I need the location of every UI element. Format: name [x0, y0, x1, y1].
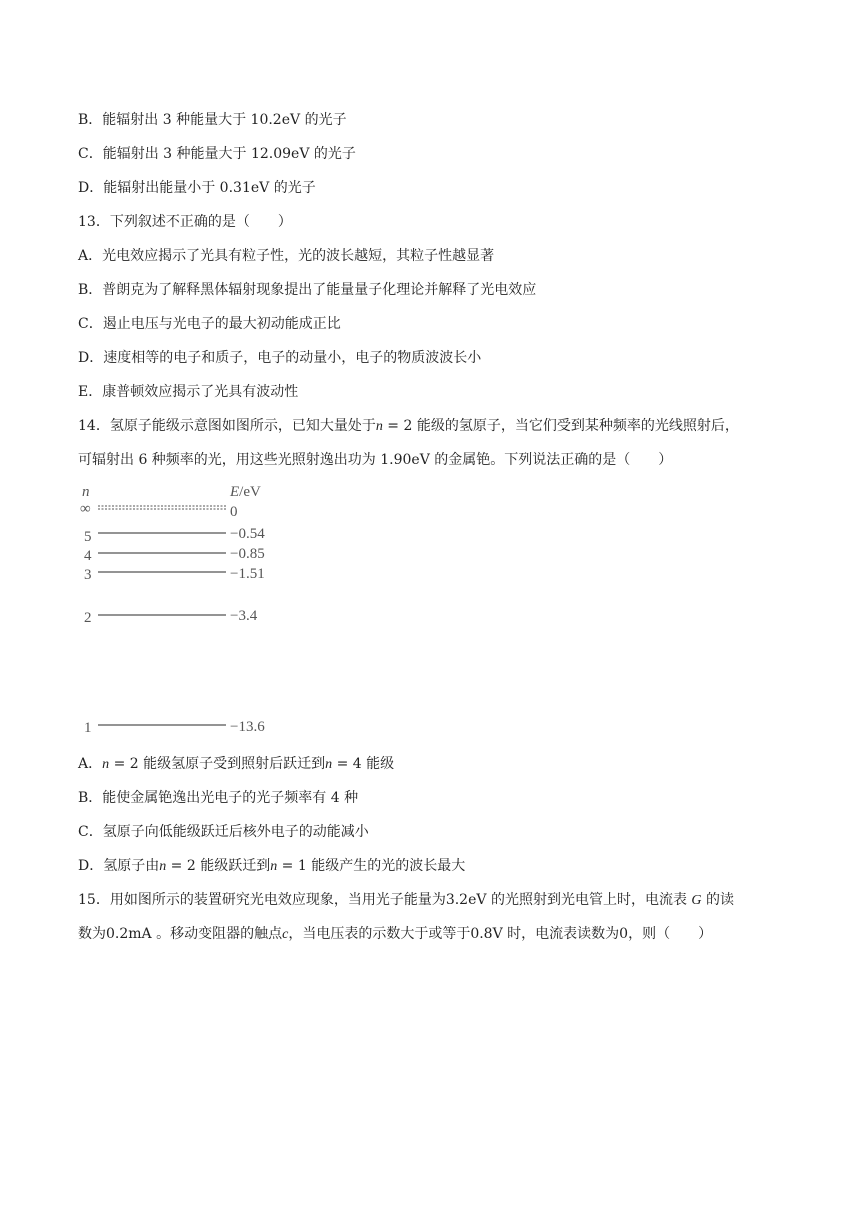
level-n-label: 3	[84, 567, 92, 583]
level-n-label: ∞	[80, 501, 91, 517]
level-n-label: 4	[84, 548, 92, 564]
level-n-label: 5	[84, 529, 92, 545]
level-energy-value: 0	[230, 504, 238, 520]
q15-stem-line-2: 数为0.2mA 。移动变阻器的触点c，当电压表的示数大于或等于0.8V 时，电流表读数为0，则（ ）	[78, 926, 713, 942]
q14-option-c: C．氢原子向低能级跃迁后核外电子的动能减小	[78, 824, 369, 840]
q14-option-d: D．氢原子由n = 2 能级跃迁到n = 1 能级产生的光的波长最大	[78, 858, 466, 874]
level-infinity	[80, 501, 238, 520]
level-4	[84, 546, 265, 564]
q13-option-a: A．光电效应揭示了光具有粒子性，光的波长越短，其粒子性越显著	[78, 248, 495, 264]
diagram-energy-label: E/eV	[230, 484, 261, 500]
q14-option-a: A．n = 2 能级氢原子受到照射后跃迁到n = 4 能级	[78, 756, 395, 772]
level-energy-value: −1.51	[230, 566, 265, 582]
level-energy-value: −0.54	[230, 526, 265, 542]
q12-option-c: C．能辐射出 3 种能量大于 12.09eV 的光子	[78, 146, 356, 162]
q13-option-b: B．普朗克为了解释黑体辐射现象提出了能量量子化理论并解释了光电效应	[78, 282, 537, 298]
q13-option-c: C．遏止电压与光电子的最大初动能成正比	[78, 316, 341, 332]
q15-stem-line-1: 15．用如图所示的装置研究光电效应现象，当用光子能量为3.2eV 的光照射到光电管上时，电流表 G 的读	[78, 892, 734, 908]
level-n-label: 2	[84, 610, 92, 626]
q13-option-e: E．康普顿效应揭示了光具有波动性	[78, 384, 299, 400]
level-energy-value: −3.4	[230, 608, 258, 624]
level-2	[84, 608, 258, 626]
q13-stem: 13．下列叙述不正确的是（ ）	[78, 214, 292, 230]
q12-option-d: D．能辐射出能量小于 0.31eV 的光子	[78, 180, 316, 196]
q14-stem-line-2: 可辐射出 6 种频率的光，用这些光照射逸出功为 1.90eV 的金属铯。下列说法正确的是（ ）	[78, 452, 673, 468]
q12-option-b: B．能辐射出 3 种能量大于 10.2eV 的光子	[78, 112, 347, 128]
level-1	[84, 719, 265, 736]
level-n-label: 1	[84, 720, 92, 736]
level-3	[84, 566, 265, 583]
q13-option-d: D．速度相等的电子和质子，电子的动量小，电子的物质波波长小	[78, 350, 482, 366]
energy-level-diagram	[72, 480, 292, 742]
q14-stem-line-1: 14．氢原子能级示意图如图所示，已知大量处于n = 2 能级的氢原子，当它们受到某种频率的光线照射后，	[78, 418, 739, 434]
level-energy-value: −13.6	[230, 719, 265, 735]
level-energy-value: −0.85	[230, 546, 265, 562]
q14-option-b: B．能使金属铯逸出光电子的光子频率有 4 种	[78, 790, 359, 806]
level-5	[84, 526, 265, 545]
diagram-n-label: n	[82, 484, 90, 500]
